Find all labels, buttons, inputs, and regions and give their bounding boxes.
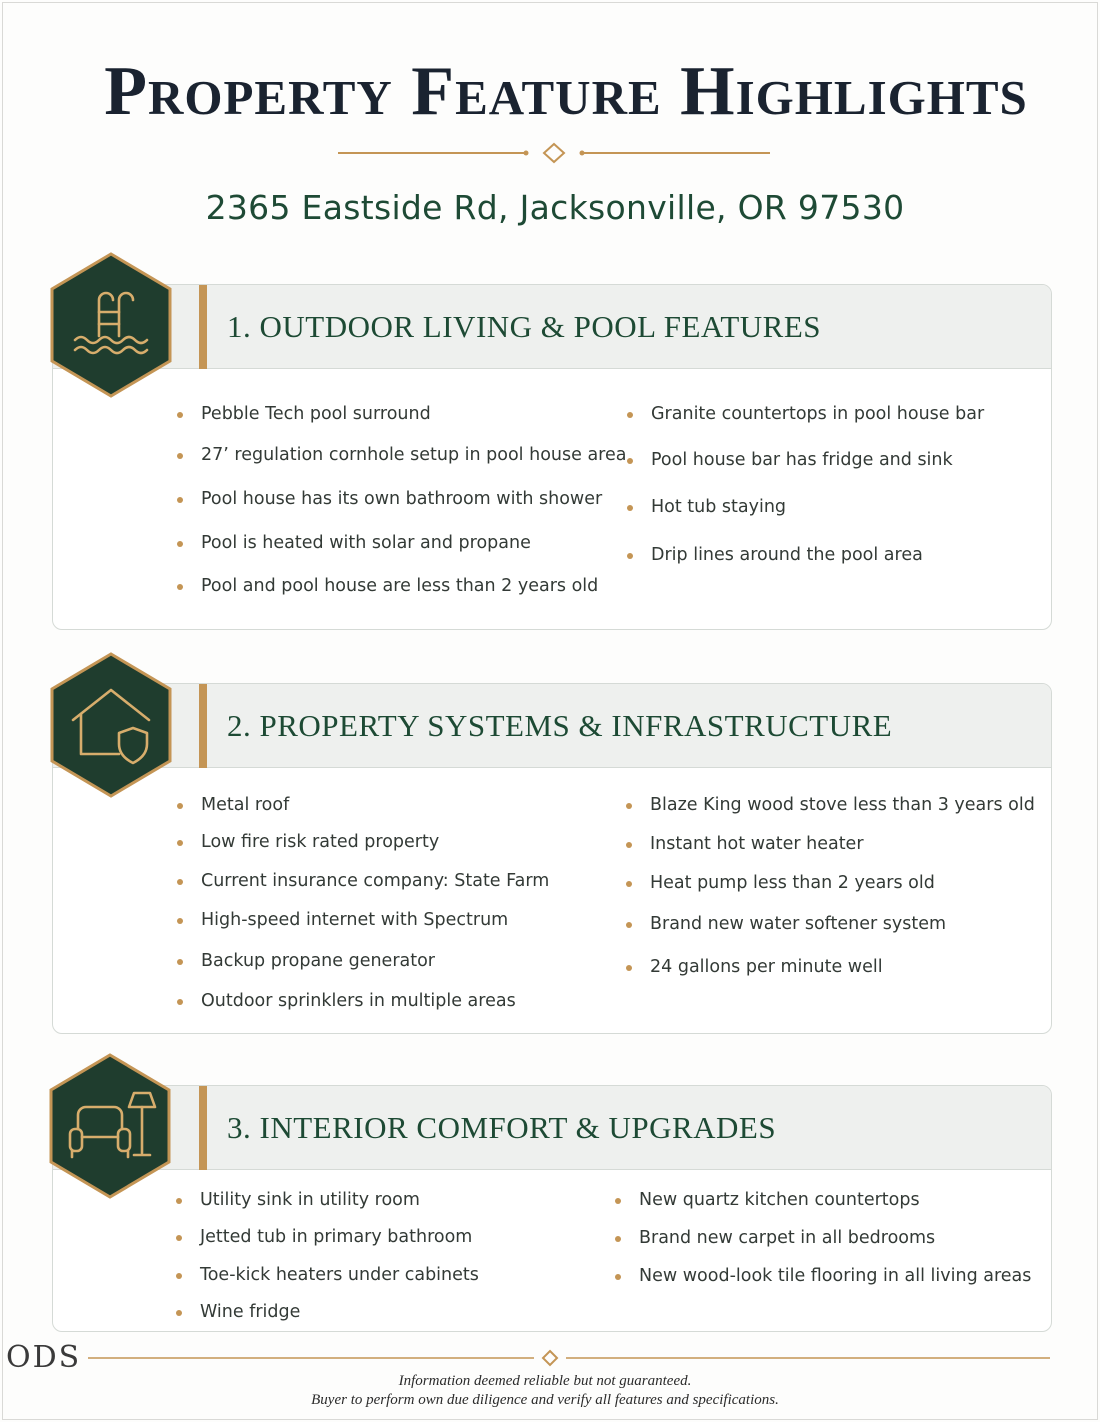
list-item: Current insurance company: State Farm xyxy=(175,871,549,891)
section-header xyxy=(53,684,1051,768)
list-item: Heat pump less than 2 years old xyxy=(624,873,935,893)
list-item: Jetted tub in primary bathroom xyxy=(174,1227,472,1247)
header-accent-bar xyxy=(199,285,207,369)
list-item: Backup propane generator xyxy=(175,951,435,971)
list-item: Hot tub staying xyxy=(625,497,786,517)
list-item: Utility sink in utility room xyxy=(174,1190,420,1210)
armchair-lamp-icon xyxy=(48,1053,172,1199)
list-item: New quartz kitchen countertops xyxy=(613,1190,920,1210)
section-header xyxy=(53,285,1051,369)
list-item: Blaze King wood stove less than 3 years old xyxy=(624,795,1035,815)
section-title: 3. INTERIOR COMFORT & UPGRADES xyxy=(227,1110,777,1145)
list-item: 27’ regulation cornhole setup in pool house area xyxy=(175,445,626,465)
property-address: 2365 Eastside Rd, Jacksonville, OR 97530 xyxy=(205,188,905,227)
section-header xyxy=(53,1086,1051,1170)
header-accent-bar xyxy=(199,684,207,768)
list-item: New wood-look tile flooring in all living areas xyxy=(613,1266,1031,1286)
pool-ladder-icon xyxy=(49,252,173,398)
list-item: Pool and pool house are less than 2 years old xyxy=(175,576,598,596)
list-item: Toe-kick heaters under cabinets xyxy=(174,1265,479,1285)
list-item: Pool is heated with solar and propane xyxy=(175,533,531,553)
section-interior-comfort xyxy=(52,1085,1052,1332)
list-item: High-speed internet with Spectrum xyxy=(175,910,508,930)
header-accent-bar xyxy=(199,1086,207,1170)
page-title: Property Feature Highlights xyxy=(104,53,1028,130)
list-item: Granite countertops in pool house bar xyxy=(625,404,984,424)
list-item: Instant hot water heater xyxy=(624,834,864,854)
footer-divider-ornament xyxy=(88,1348,1050,1368)
section-title: 1. OUTDOOR LIVING & POOL FEATURES xyxy=(227,309,822,344)
disclaimer-line-2: Buyer to perform own due diligence and verify all features and specifications. xyxy=(311,1392,779,1408)
list-item: Drip lines around the pool area xyxy=(625,545,923,565)
list-item: Low fire risk rated property xyxy=(175,832,439,852)
house-shield-icon xyxy=(49,652,173,798)
section-title: 2. PROPERTY SYSTEMS & INFRASTRUCTURE xyxy=(227,708,893,743)
list-item: Brand new water softener system xyxy=(624,914,946,934)
title-divider-ornament xyxy=(338,142,770,164)
list-item: Pool house bar has fridge and sink xyxy=(625,450,953,470)
list-item: Wine fridge xyxy=(174,1302,300,1322)
list-item: Metal roof xyxy=(175,795,289,815)
ods-logo: ODS xyxy=(6,1340,82,1375)
section-outdoor-living xyxy=(52,284,1052,630)
list-item: Pebble Tech pool surround xyxy=(175,404,431,424)
list-item: Outdoor sprinklers in multiple areas xyxy=(175,991,516,1011)
list-item: 24 gallons per minute well xyxy=(624,957,883,977)
section-property-systems xyxy=(52,683,1052,1034)
list-item: Pool house has its own bathroom with shower xyxy=(175,489,602,509)
list-item: Brand new carpet in all bedrooms xyxy=(613,1228,935,1248)
disclaimer-line-1: Information deemed reliable but not guaranteed. xyxy=(398,1373,692,1389)
